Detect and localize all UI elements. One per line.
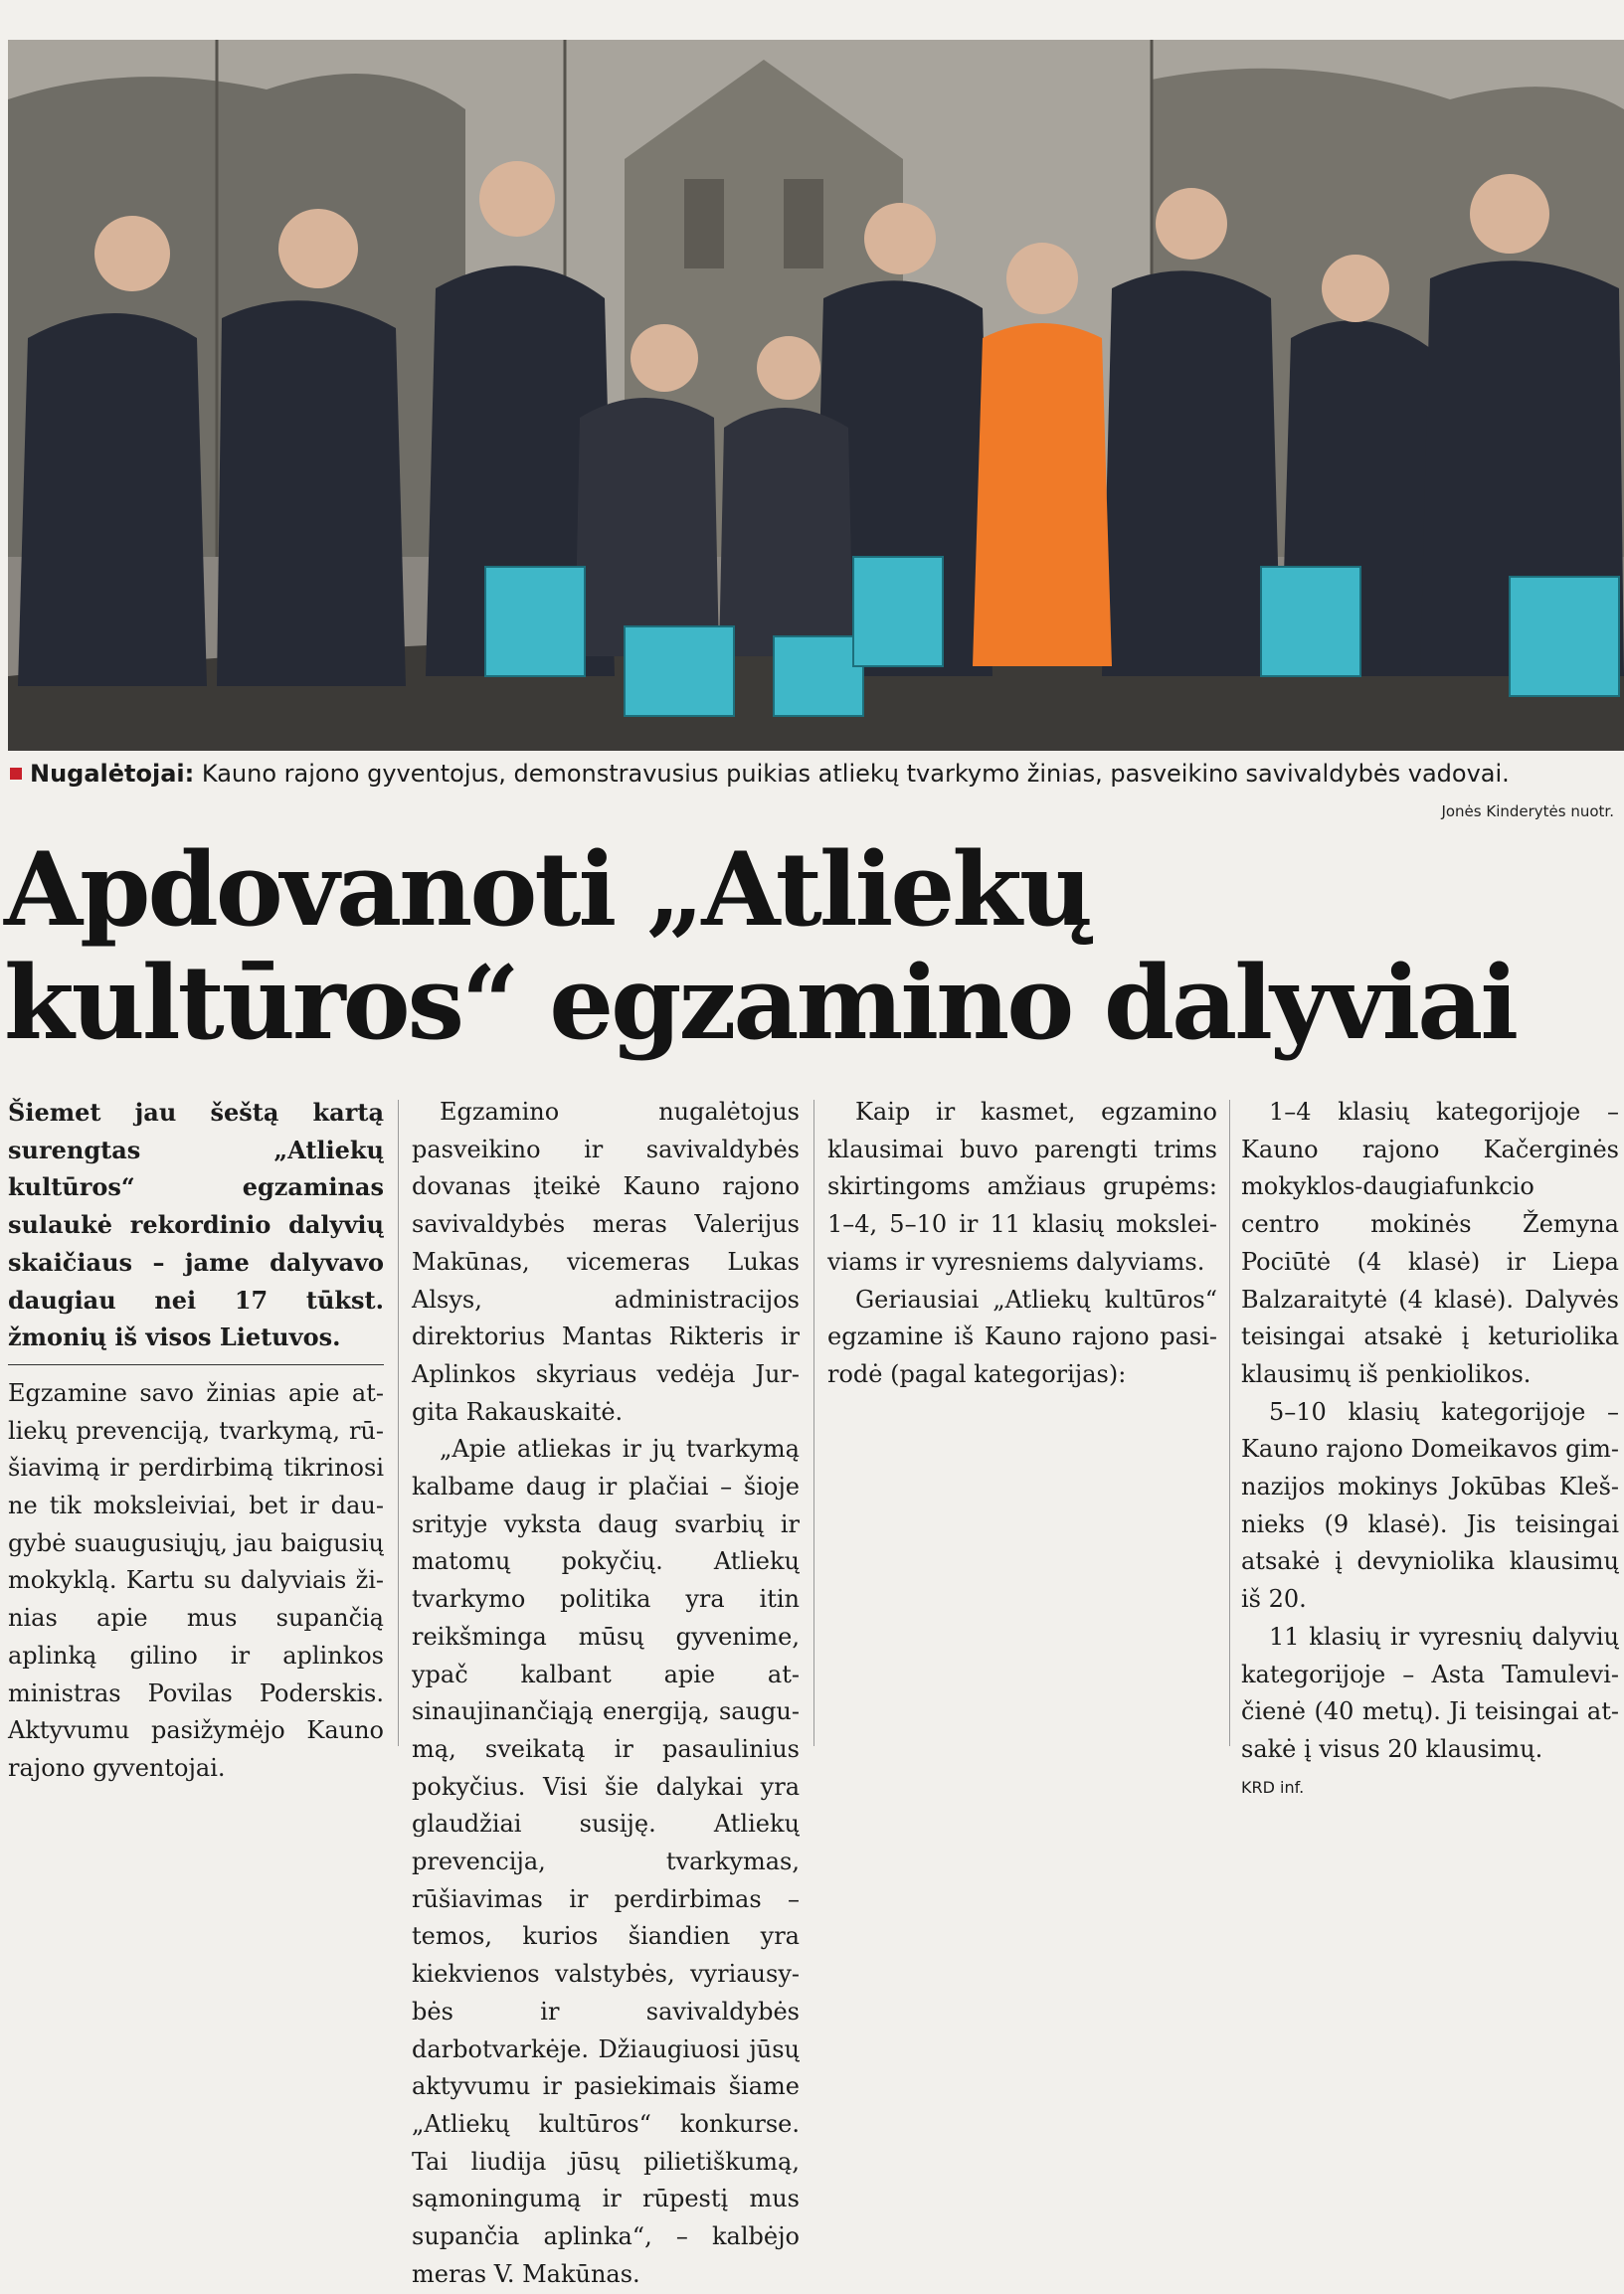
article-paragraph-1: Egzamine savo žinias apie atliekų prevenciją, tvarkymą, rūšiavimą ir perdirbimą tikrinosi ne tik moksleiviai, bet ir daugybė suaugusiųjų, jau baigusių mokyklą. Kartu su dalyviais žinias apie mus supančią aplinką gilino ir aplinkos ministras Povilas Poderskis. Aktyvumu pasižymėjo Kauno rajono gyventojai. — [8, 1378, 384, 1782]
article-paragraph-3: „Apie atliekas ir jų tvarkymą kalbame daug ir plačiai – šioje srityje vyksta daug svarbių ir matomų pokyčių. Atliekų tvarkymo politika yra itin reikšminga mūsų gyvenime, ypač kalbant apie atsinaujinančiąją energiją, saugumą, sveikatą ir pasaulinius pokyčius. Visi šie dalykai yra glaudžiai susiję. Atliekų prevencija, tvarkymas, rūšiavimas ir perdirbimas – temos, kurios šiandien yra kiekvienos valstybės, vyriausybės ir savivaldybės darbotvarkėje. Džiaugiuosi jūsų aktyvumu ir pasiekimais šiame „Atliekų kultūros“ konkurse. Tai liudija jūsų pilietiškumą, sąmoningumą ir rūpestį mus supančia aplinka“, – kalbėjo meras V. Makūnas. — [412, 1435, 800, 2288]
article-paragraph-6: 1–4 klasių kategorijoje – Kauno rajono Kačerginės mokyklos-daugiafunkcio centro mokinės Žemyna Pociūtė (4 klasė) ir Liepa Balzaraitytė (4 klasė). Dalyvės teisingai atsakė į keturiolika klausimų iš penkiolikos. — [1241, 1098, 1619, 1388]
article-paragraph-5: Geriausiai „Atliekų kultūros“ egzamine iš Kauno rajono pasirodė (pagal kategorijas): — [827, 1285, 1217, 1388]
column-rule — [398, 1100, 399, 1746]
article-paragraph-2: Egzamino nugalėtojus pasveikino ir savivaldybės dovanas įteikė Kauno rajono savivaldybės meras Valerijus Makūnas, vicemeras Lukas Alsys, administracijos direktorius Mantas Rikteris ir Aplinkos skyriaus vedėja Jurgita Rakauskaitė. — [412, 1098, 800, 1426]
article-column-4 — [1241, 1094, 1619, 1797]
caption-bullet-icon — [10, 768, 22, 780]
group-photo — [8, 40, 1624, 751]
caption-lead: Nugalėtojai: — [30, 760, 195, 788]
article-column-1 — [8, 1094, 384, 1782]
headline — [4, 830, 1620, 1063]
article-signoff: KRD inf. — [1241, 1777, 1305, 1797]
headline-line-2: kultūros“ egzamino dalyviai — [4, 944, 1517, 1063]
article-column-3 — [827, 1094, 1217, 1750]
headline-line-1: Apdovanoti „Atliekų — [4, 830, 1091, 950]
photo-credit: Jonės Kinderytės nuotr. — [1441, 802, 1614, 820]
article-intro: Šiemet jau šeštą kartą surengtas „Atliekų kultūros“ egzaminas sulaukė rekordinio dalyvių skaičiaus – jame dalyvavo daugiau nei 17 tūkst. žmonių iš visos Lietuvos. — [8, 1098, 384, 1352]
article-column-2 — [412, 1094, 800, 2288]
photo-caption — [10, 760, 1601, 788]
column-rule — [1229, 1100, 1230, 1746]
article-paragraph-8: 11 klasių ir vyresnių dalyvių kategorijoje – Asta Tamulevičienė (40 metų). Ji teisingai atsakė į visus 20 klausimų. — [1241, 1622, 1619, 1763]
intro-divider — [8, 1364, 384, 1365]
caption-text: Kauno rajono gyventojus, demonstravusius puikias atliekų tvarkymo žinias, pasveikino savivaldybės vadovai. — [201, 760, 1510, 788]
article-paragraph-7: 5–10 klasių kategorijoje – Kauno rajono Domeikavos gimnazijos mokinys Jokūbas Klešnieks (9 klasė). Jis teisingai atsakė į devyniolika klausimų iš 20. — [1241, 1397, 1619, 1614]
column-rule — [813, 1100, 814, 1746]
article-paragraph-4: Kaip ir kasmet, egzamino klausimai buvo parengti trims skirtingoms amžiaus grupėms: 1–4, 5–10 ir 11 klasių moksleiviams ir vyresniems dalyviams. — [827, 1098, 1217, 1276]
